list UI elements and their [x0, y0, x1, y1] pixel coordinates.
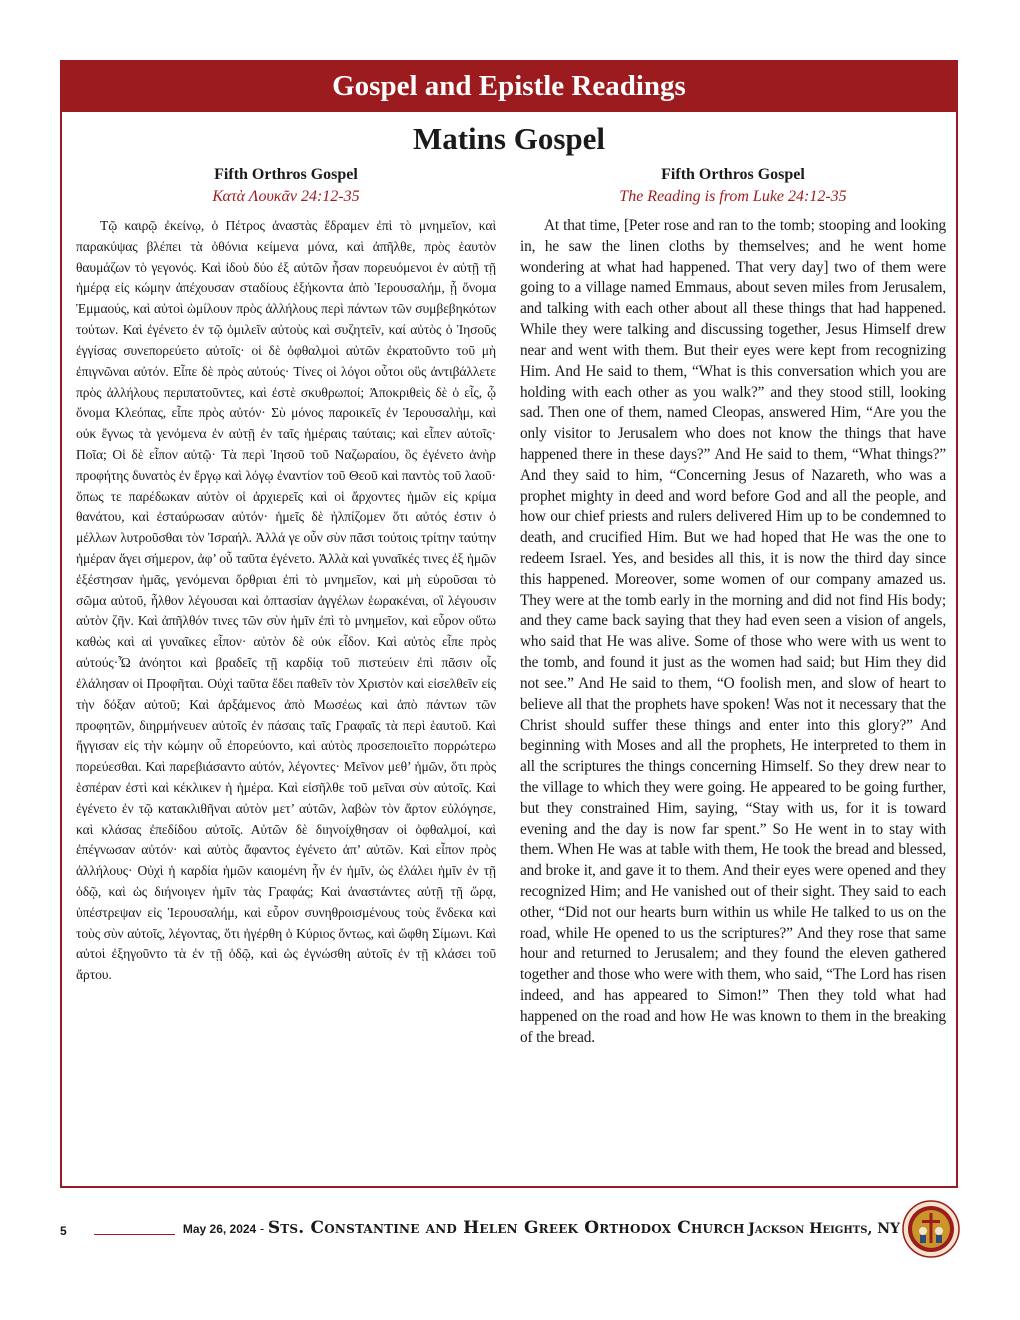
greek-gospel-text: Τῷ καιρῷ ἐκείνῳ, ὁ Πέτρος ἀναστὰς ἔδραμεν ἐπὶ τὸ μνημεῖον, καὶ παρακύψας βλέπει τὰ ὀθόνια κείμενα μόνα, καὶ ἀπῆλθε, πρὸς ἑαυτὸν θαυμάζων τὸ γεγονός. Καὶ ἰδοὺ δύο ἐξ αὐτῶν ἦσαν πορευόμενοι ἐν αὐτῇ τῇ ἡμέρᾳ εἰς κώμην ἀπέχουσαν σταδίους ἑξήκοντα ἀπὸ Ἱερουσαλήμ, ᾗ ὄνομα Ἐμμαούς, καὶ αὐτοὶ ὡμίλουν πρὸς ἀλλήλους περὶ πάντων τῶν συμβεβηκότων τούτων. Καὶ ἐγένετο ἐν τῷ ὁμιλεῖν αὐτοὺς καὶ συζητεῖν, καί αὐτὸς ὁ Ἰησοῦς ἐγγίσας συνεπορεύετο αὐτοῖς· οἱ δὲ ὀφθαλμοὶ αὐτῶν ἐκρατοῦντο τοῦ μὴ ἐπιγνῶναι αὐτόν. Εἶπε δὲ πρὸς αὐτούς· Τίνες οἱ λόγοι οὗτοι οὓς ἀντιβάλλετε πρὸς ἀλλήλους περιπατοῦντες, καὶ ἐστὲ σκυθρωποί; Ἀποκριθεὶς δὲ ὁ εἷς, ᾧ ὄνομα Κλεόπας, εἶπε πρὸς αὐτόν· Σὺ μόνος παροικεῖς ἐν Ἱερουσαλὴμ, καὶ οὐκ ἔγνως τὰ γενόμενα ἐν αὐτῇ ἐν ταῖς ἡμέραις ταύταις; καὶ εἶπεν αὐτοῖς· Ποῖα; Οἱ δὲ εἶπον αὐτῷ· Τὰ περὶ Ἰησοῦ τοῦ Ναζωραίου, ὃς ἐγένετο ἀνὴρ προφήτης δυνατὸς ἐν ἔργῳ καὶ λόγῳ ἐναντίον τοῦ Θεοῦ καὶ παντὸς τοῦ λαοῦ· ὅπως τε παρέδωκαν αὐτὸν οἱ ἀρχιερεῖς καὶ οἱ ἄρχοντες ἡμῶν εἰς κρίμα θανάτου, καὶ ἐσταύρωσαν αὐτόν· ἡμεῖς δὲ ἠλπίζομεν ὅτι αὐτός ἐστιν ὁ μέλλων λυτροῦσθαι τὸν Ἰσραήλ. Ἀλλά γε οὖν σὺν πᾶσι τούτοις τρίτην ταύτην ἡμέραν ἄγει σήμερον, ἀφ’ οὗ ταῦτα ἐγένετο. Ἀλλὰ καὶ γυναῖκές τινες ἐξ ἡμῶν ἐξέστησαν ἡμᾶς, γενόμεναι ὄρθριαι ἐπὶ τὸ μνημεῖον, καὶ μὴ εὑροῦσαι τὸ σῶμα αὐτοῦ, ἦλθον λέγουσαι καὶ ὀπτασίαν ἀγγέλων ἑωρακέναι, οἳ λέγουσιν αὐτὸν ζῆν. Καὶ ἀπῆλθόν τινες τῶν σὺν ἡμῖν ἐπὶ τὸ μνημεῖον, καὶ εὗρον οὕτω καθὼς καὶ αἱ γυναῖκες εἶπον· αὐτὸν δὲ οὐκ εἶδον. Καὶ αὐτὸς εἶπε πρὸς αὐτούς·Ὦ ἀνόητοι καὶ βραδεῖς τῇ καρδίᾳ τοῦ πιστεύειν ἐπὶ πᾶσιν οἷς ἐλάλησαν οἱ Προφῆται. Οὐχὶ ταῦτα ἔδει παθεῖν τὸν Χριστὸν καὶ εἰσελθεῖν εἰς τὴν δόξαν αὐτοῦ; Καὶ ἀρξάμενος ἀπὸ Μωσέως καὶ ἀπὸ πάντων τῶν προφητῶν, διηρμήνευεν αὐτοῖς ἐν πάσαις ταῖς Γραφαῖς τὰ περὶ ἑαυτοῦ. Καὶ ἤγγισαν εἰς τὴν κώμην οὗ ἐπορεύοντο, καὶ αὐτὸς προσεποιεῖτο πορρώτερω πορεύεσθαι. Καὶ παρεβιάσαντο αὐτόν, λέγοντες· Μεῖνον μεθ’ ἡμῶν, ὅτι πρὸς ἑσπέραν ἐστὶ καὶ κέκλικεν ἡ ἡμέρα. Καὶ εἰσῆλθε τοῦ μεῖναι σὺν αὐτοῖς. Καὶ ἐγένετο ἐν τῷ κατακλιθῆναι αὐτὸν μετ’ αὐτῶν, λαβὼν τὸν ἄρτον εὐλόγησε, καὶ κλάσας ἐπεδίδου αὐτοῖς. Αὐτῶν δὲ διηνοίχθησαν οἱ ὀφθαλμοί, καὶ ἐπέγνωσαν αὐτόν· καὶ αὐτὸς ἄφαντος ἐγένετο ἀπ’ αὐτῶν. Καὶ εἶπον πρὸς ἀλλήλους· Οὐχὶ ἡ καρδία ἡμῶν καιομένη ἦν ἐν ἡμῖν, ὡς ἐλάλει ἡμῖν ἐν τῇ ὁδῷ, καὶ ὡς διήνοιγεν ἡμῖν τὰς Γραφάς; Καὶ ἀναστάντες αὐτῇ τῇ ὥρᾳ, ὑπέστρεψαν εἰς Ἱερουσαλήμ, καὶ εὗρον συνηθροισμένους τοὺς ἕνδεκα καὶ τοὺς σὺν αὐτοῖς, λέγοντας, ὅτι ἠγέρθη ὁ Κύριος ὄντως, καὶ ὤφθη Σίμωνι. Καὶ αὐτοὶ ἐξηγοῦντο τὰ ἐν τῇ ὁδῷ, καὶ ὡς ἐγνώσθη αὐτοῖς ἐν τῇ κλάσει τοῦ ἄρτου. [76, 218, 496, 983]
footer-info [175, 1218, 900, 1238]
english-heading: Fifth Orthros Gospel [661, 166, 805, 183]
footer-church-name: Sts. Constantine and Helen Greek Orthodox Church [267, 1218, 745, 1238]
english-reference: The Reading is from Luke 24:12-35 [619, 188, 847, 205]
banner-title: Gospel and Epistle Readings [60, 60, 958, 112]
section-title: Matins Gospel [412, 121, 606, 156]
page-number: 5 [60, 1224, 67, 1238]
greek-reference: Κατὰ Λουκᾶν 24:12-35 [212, 188, 360, 205]
greek-heading: Fifth Orthros Gospel [214, 166, 358, 183]
english-column [520, 164, 946, 1049]
footer-location: Jackson Heights, NY [748, 1221, 900, 1237]
english-gospel-text: At that time, [Peter rose and ran to the tomb; stooping and looking in, he saw the linen cloths by themselves; and he went home wondering at what had happened. That very day] two of them were going to a village named Emmaus, about seven miles from Jerusalem, and talking with each other about all these things that had happened. While they were talking and discussing together, Jesus Himself drew near and went with them. But their eyes were kept from recognizing Him. And He said to them, “What is this conversation which you are holding with each other as you walk?” and they stood still, looking sad. Then one of them, named Cleopas, answered Him, “Are you the only visitor to Jerusalem who does not know the things that have happened there in these days?” And He said to them, “What things?” And they said to him, “Concerning Jesus of Nazareth, who was a prophet mighty in deed and word before God and all the people, and how our chief priests and rulers delivered Him up to be condemned to death, and crucified Him. But we had hoped that He was the one to redeem Israel. Yes, and besides all this, it is now the third day since this happened. Moreover, some women of our company amazed us. They were at the tomb early in the morning and did not find His body; and they came back saying that they had even seen a vision of angels, who said that He was alive. Some of those who were with us went to the tomb, and found it just as the women had said; but Him they did not see.” And He said to them, “O foolish men, and slow of heart to believe all that the prophets have spoken! Was not it necessary that the Christ should suffer these things and enter into this glory?” And beginning with Moses and all the prophets, He interpreted to them in all the scriptures the things concerning Himself. So they drew near to the village to which they were going. He appeared to be going further, but they constrained Him, saying, “Stay with us, for it is toward evening and the day is now far spent.” So He went in to stay with them. When He was at table with them, He took the bread and blessed, and broke it, and gave it to them. And their eyes were opened and they recognized Him; and He vanished out of their sight. They said to each other, “Did not our hearts burn within us while He talked to us on the road, while He opened to us the scriptures?” And they rose that same hour and returned to Jerusalem; and they found the eleven gathered together and those who were with them, who said, “The Lord has risen indeed, and has appeared to Simon!” Then they told what had happened on the road and how He was known to them in the breaking of the bread. [520, 217, 946, 1046]
footer-separator: - [259, 1221, 265, 1236]
footer-date: May 26, 2024 [182, 1222, 257, 1236]
greek-column [76, 164, 496, 986]
church-seal-icon [902, 1200, 960, 1258]
page-footer [60, 1214, 900, 1248]
